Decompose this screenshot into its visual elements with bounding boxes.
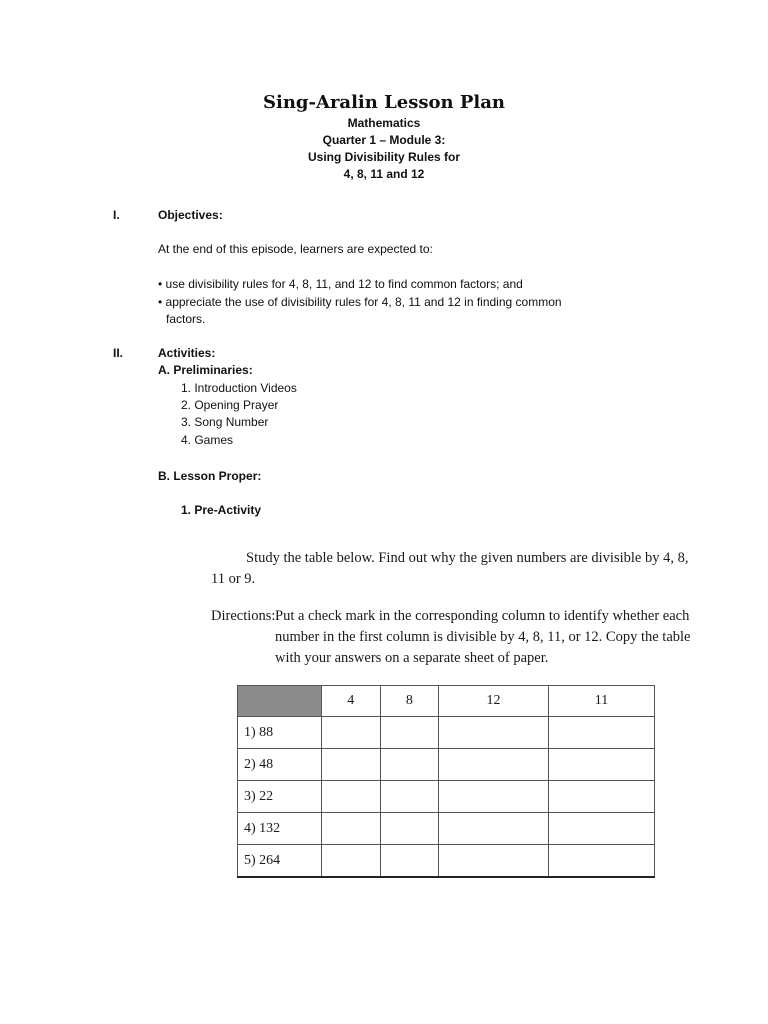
column-header: 11 bbox=[548, 686, 654, 717]
list-item: 4. Games bbox=[181, 433, 234, 447]
directions-line-1: Put a check mark in the corresponding column to identify whether each bbox=[275, 608, 690, 624]
check-cell bbox=[548, 813, 654, 845]
row-number-cell: 1) 88 bbox=[238, 717, 322, 749]
objective-bullet-2-cont: factors. bbox=[166, 312, 206, 326]
check-cell bbox=[380, 813, 439, 845]
study-instruction-line-2: 11 or 9. bbox=[211, 571, 256, 587]
column-header: 4 bbox=[322, 686, 381, 717]
page-title: Sing-Aralin Lesson Plan bbox=[263, 92, 505, 113]
row-number-cell: 4) 132 bbox=[238, 813, 322, 845]
objectives-heading: Objectives: bbox=[158, 208, 223, 222]
activities-heading: Activities: bbox=[158, 346, 216, 360]
objectives-intro: At the end of this episode, learners are expected to: bbox=[158, 242, 433, 256]
check-cell bbox=[439, 845, 549, 878]
table-row bbox=[238, 813, 655, 845]
objective-bullet-2: • appreciate the use of divisibility rules for 4, 8, 11 and 12 in finding common bbox=[158, 295, 562, 309]
check-cell bbox=[548, 845, 654, 878]
table-row bbox=[238, 749, 655, 781]
check-cell bbox=[439, 717, 549, 749]
check-cell bbox=[322, 749, 381, 781]
objective-bullet-1: • use divisibility rules for 4, 8, 11, and 12 to find common factors; and bbox=[158, 277, 523, 291]
row-number-cell: 3) 22 bbox=[238, 781, 322, 813]
check-cell bbox=[439, 749, 549, 781]
column-header: 8 bbox=[380, 686, 439, 717]
pre-activity-heading: 1. Pre-Activity bbox=[181, 503, 262, 517]
table-row bbox=[238, 717, 655, 749]
table-row bbox=[238, 781, 655, 813]
check-cell bbox=[322, 845, 381, 878]
check-cell bbox=[548, 749, 654, 781]
study-instruction-line-1: Study the table below. Find out why the given numbers are divisible by 4, 8, bbox=[246, 550, 689, 566]
module-label: Quarter 1 – Module 3: bbox=[322, 133, 446, 147]
check-cell bbox=[380, 749, 439, 781]
column-header: 12 bbox=[439, 686, 549, 717]
divisibility-check-table bbox=[237, 685, 655, 878]
check-cell bbox=[380, 781, 439, 813]
check-cell bbox=[548, 717, 654, 749]
table-corner-cell bbox=[238, 686, 322, 717]
section-numeral-objectives: I. bbox=[113, 208, 120, 222]
row-number-cell: 5) 264 bbox=[238, 845, 322, 878]
table-header-row bbox=[238, 686, 655, 717]
list-item: 1. Introduction Videos bbox=[181, 381, 297, 395]
directions-label: Directions: bbox=[211, 608, 276, 624]
check-cell bbox=[322, 717, 381, 749]
preliminaries-heading: A. Preliminaries: bbox=[158, 363, 253, 377]
check-cell bbox=[439, 813, 549, 845]
section-numeral-activities: II. bbox=[113, 346, 124, 360]
check-cell bbox=[380, 717, 439, 749]
table-row bbox=[238, 845, 655, 878]
topic-line-2: 4, 8, 11 and 12 bbox=[343, 167, 425, 181]
check-cell bbox=[322, 813, 381, 845]
subject: Mathematics bbox=[347, 116, 421, 130]
check-cell bbox=[380, 845, 439, 878]
lesson-proper-heading: B. Lesson Proper: bbox=[158, 469, 262, 483]
check-cell bbox=[439, 781, 549, 813]
check-cell bbox=[322, 781, 381, 813]
check-cell bbox=[548, 781, 654, 813]
directions-line-3: with your answers on a separate sheet of paper. bbox=[275, 650, 549, 666]
topic-line-1: Using Divisibility Rules for bbox=[307, 150, 461, 164]
list-item: 2. Opening Prayer bbox=[181, 398, 279, 412]
directions-line-2: number in the first column is divisible by 4, 8, 11, or 12. Copy the table bbox=[275, 629, 691, 645]
list-item: 3. Song Number bbox=[181, 415, 269, 429]
row-number-cell: 2) 48 bbox=[238, 749, 322, 781]
